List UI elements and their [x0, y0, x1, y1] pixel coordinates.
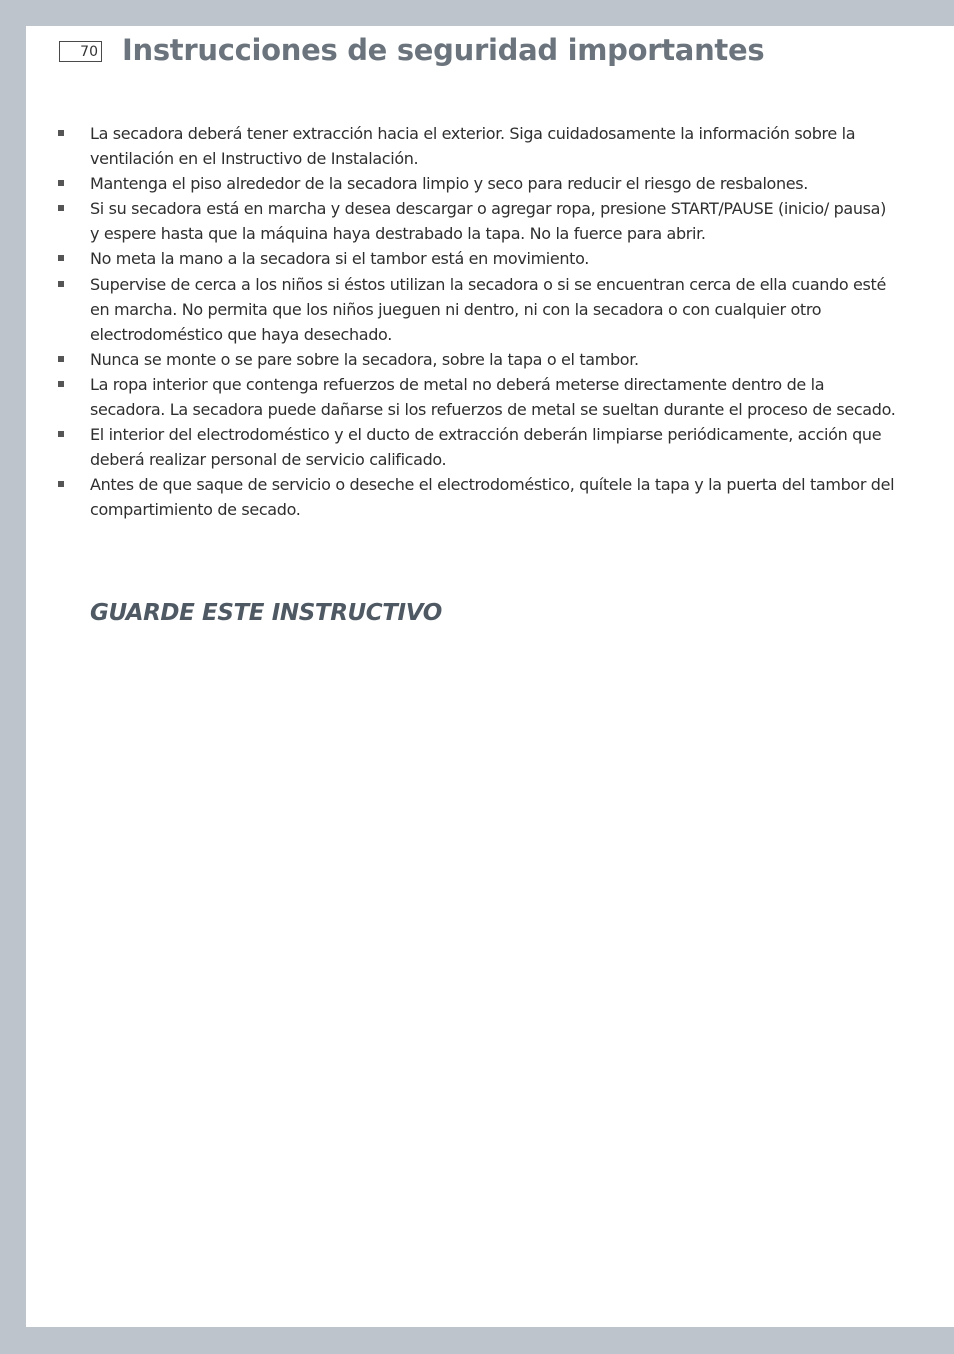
square-bullet-icon — [58, 130, 64, 136]
list-item-text: Supervise de cerca a los niños si éstos utilizan la secadora o si se encuentran cerca de ella cuando esté en marcha. No permita que los niños jueguen ni dentro, ni con la secadora o con cualquier otro electrodoméstico que haya desechado. — [90, 274, 886, 344]
list-item — [56, 472, 896, 522]
square-bullet-icon — [58, 481, 64, 487]
list-item-text: No meta la mano a la secadora si el tambor está en movimiento. — [90, 249, 590, 269]
document-page — [26, 26, 954, 1327]
list-item-text: Nunca se monte o se pare sobre la secadora, sobre la tapa o el tambor. — [90, 349, 639, 369]
page-title: Instrucciones de seguridad importantes — [122, 33, 765, 67]
square-bullet-icon — [58, 205, 64, 211]
list-item — [56, 372, 896, 422]
save-instructions-note: GUARDE ESTE INSTRUCTIVO — [90, 600, 442, 626]
safety-instructions-list — [56, 121, 896, 523]
square-bullet-icon — [58, 180, 64, 186]
page-number: 70 — [59, 41, 102, 62]
list-item — [56, 196, 896, 246]
list-item — [56, 121, 896, 171]
square-bullet-icon — [58, 431, 64, 437]
list-item — [56, 171, 896, 196]
list-item-text: La secadora deberá tener extracción hacia el exterior. Siga cuidadosamente la información sobre la ventilación en el Instructivo de Instalación. — [90, 124, 856, 169]
list-item — [56, 347, 896, 372]
list-item — [56, 246, 896, 271]
list-item-text: Antes de que saque de servicio o deseche el electrodoméstico, quítele la tapa y la puerta del tambor del compartimiento de secado. — [90, 475, 895, 520]
square-bullet-icon — [58, 356, 64, 362]
list-item-text: Mantenga el piso alrededor de la secadora limpio y seco para reducir el riesgo de resbalones. — [90, 174, 809, 194]
list-item-text: El interior del electrodoméstico y el ducto de extracción deberán limpiarse periódicamente, acción que deberá realizar personal de servicio calificado. — [90, 425, 882, 470]
list-item — [56, 272, 896, 347]
square-bullet-icon — [58, 255, 64, 261]
list-item-text: Si su secadora está en marcha y desea descargar o agregar ropa, presione START/PAUSE (inicio/ pausa) y espere hasta que la máquina haya destrabado la tapa. No la fuerce para abrir. — [90, 199, 886, 244]
list-item — [56, 422, 896, 472]
list-item-text: La ropa interior que contenga refuerzos de metal no deberá meterse directamente dentro de la secadora. La secadora puede dañarse si los refuerzos de metal se sueltan durante el proceso de secado. — [90, 374, 896, 420]
square-bullet-icon — [58, 281, 64, 287]
square-bullet-icon — [58, 381, 64, 387]
